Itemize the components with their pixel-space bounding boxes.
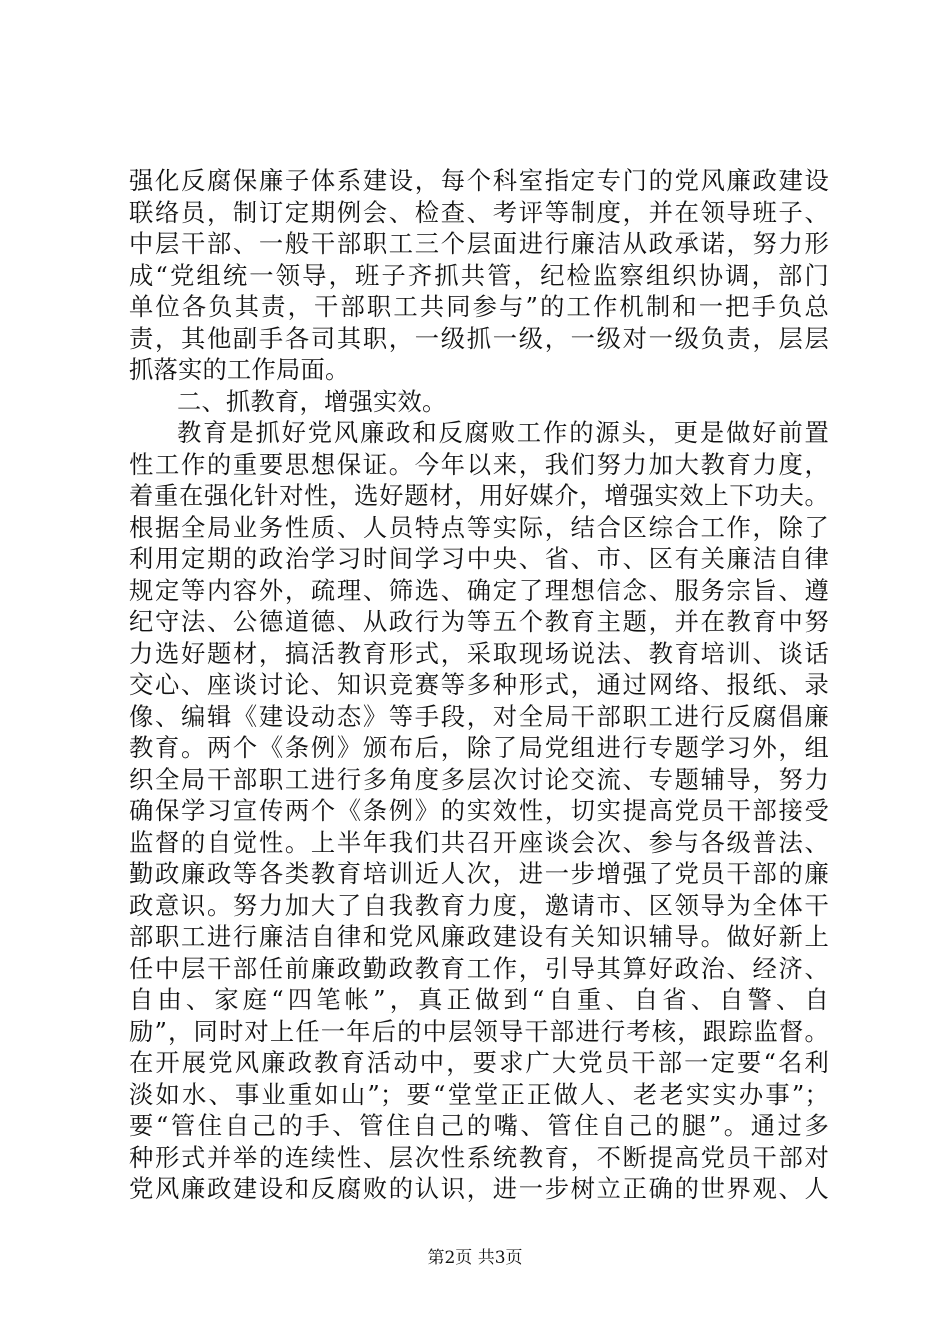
text-line: 中层干部、一般干部职工三个层面进行廉洁从政承诺，努力形 [129,229,829,258]
text-line: 交心、座谈讨论、知识竞赛等多种形式，通过网络、报纸、录 [129,670,829,699]
text-line: 纪守法、公德道德、从政行为等五个教育主题，并在教育中努 [129,607,829,636]
text-line: 性工作的重要思想保证。今年以来，我们努力加大教育力度， [129,449,829,479]
text-line: 励”，同时对上任一年后的中层领导干部进行考核，跟踪监督。 [129,1016,829,1046]
text-line: 淡如水、事业重如山”；要“堂堂正正做人、老老实实办事”； [129,1079,829,1109]
text-line: 政意识。努力加大了自我教育力度，邀请市、区领导为全体干 [129,890,829,920]
text-line: 确保学习宣传两个《条例》的实效性，切实提高党员干部接受 [129,796,829,825]
text-line: 监督的自觉性。上半年我们共召开座谈会次、参与各级普法、 [129,827,829,857]
text-line: 教育是抓好党风廉政和反腐败工作的源头，更是做好前置 [177,418,829,447]
text-line: 抓落实的工作局面。 [129,355,350,384]
text-line: 根据全局业务性质、人员特点等实际，结合区综合工作，除了 [129,512,829,542]
text-line: 自由、家庭“四笔帐”，真正做到“自重、自省、自警、自 [129,985,829,1014]
section-heading: 二、抓教育，增强实效。 [177,386,447,416]
text-line: 织全局干部职工进行多角度多层次讨论交流、专题辅导，努力 [129,764,829,794]
text-line: 部职工进行廉洁自律和党风廉政建设有关知识辅导。做好新上 [129,922,829,951]
page-footer: 第2页 共3页 [427,1248,523,1268]
text-line: 成“党组统一领导，班子齐抓共管，纪检监察组织协调，部门 [129,260,829,290]
text-line: 像、编辑《建设动态》等手段，对全局干部职工进行反腐倡廉 [129,701,829,731]
text-line: 利用定期的政治学习时间学习中央、省、市、区有关廉洁自律 [129,544,829,573]
text-line: 联络员，制订定期例会、检查、考评等制度，并在领导班子、 [129,197,829,227]
text-line: 责，其他副手各司其职，一级抓一级，一级对一级负责，层层 [129,323,829,353]
document-body [129,165,829,1205]
text-line: 着重在强化针对性，选好题材，用好媒介，增强实效上下功夫。 [129,481,829,510]
text-line: 任中层干部任前廉政勤政教育工作，引导其算好政治、经济、 [129,953,829,983]
text-line: 种形式并举的连续性、层次性系统教育，不断提高党员干部对 [129,1142,829,1172]
text-line: 教育。两个《条例》颁布后，除了局党组进行专题学习外，组 [129,733,829,762]
text-line: 要“管住自己的手、管住自己的嘴、管住自己的腿”。通过多 [129,1111,829,1140]
text-line: 单位各负其责，干部职工共同参与”的工作机制和一把手负总 [129,292,829,321]
text-line: 在开展党风廉政教育活动中，要求广大党员干部一定要“名利 [129,1048,829,1077]
text-line: 勤政廉政等各类教育培训近人次，进一步增强了党员干部的廉 [129,859,829,888]
text-line: 力选好题材，搞活教育形式，采取现场说法、教育培训、谈话 [129,638,829,668]
text-line: 党风廉政建设和反腐败的认识，进一步树立正确的世界观、人 [129,1174,829,1203]
text-line: 强化反腐保廉子体系建设，每个科室指定专门的党风廉政建设 [129,166,829,195]
text-line: 规定等内容外，疏理、筛选、确定了理想信念、服务宗旨、遵 [129,575,829,605]
